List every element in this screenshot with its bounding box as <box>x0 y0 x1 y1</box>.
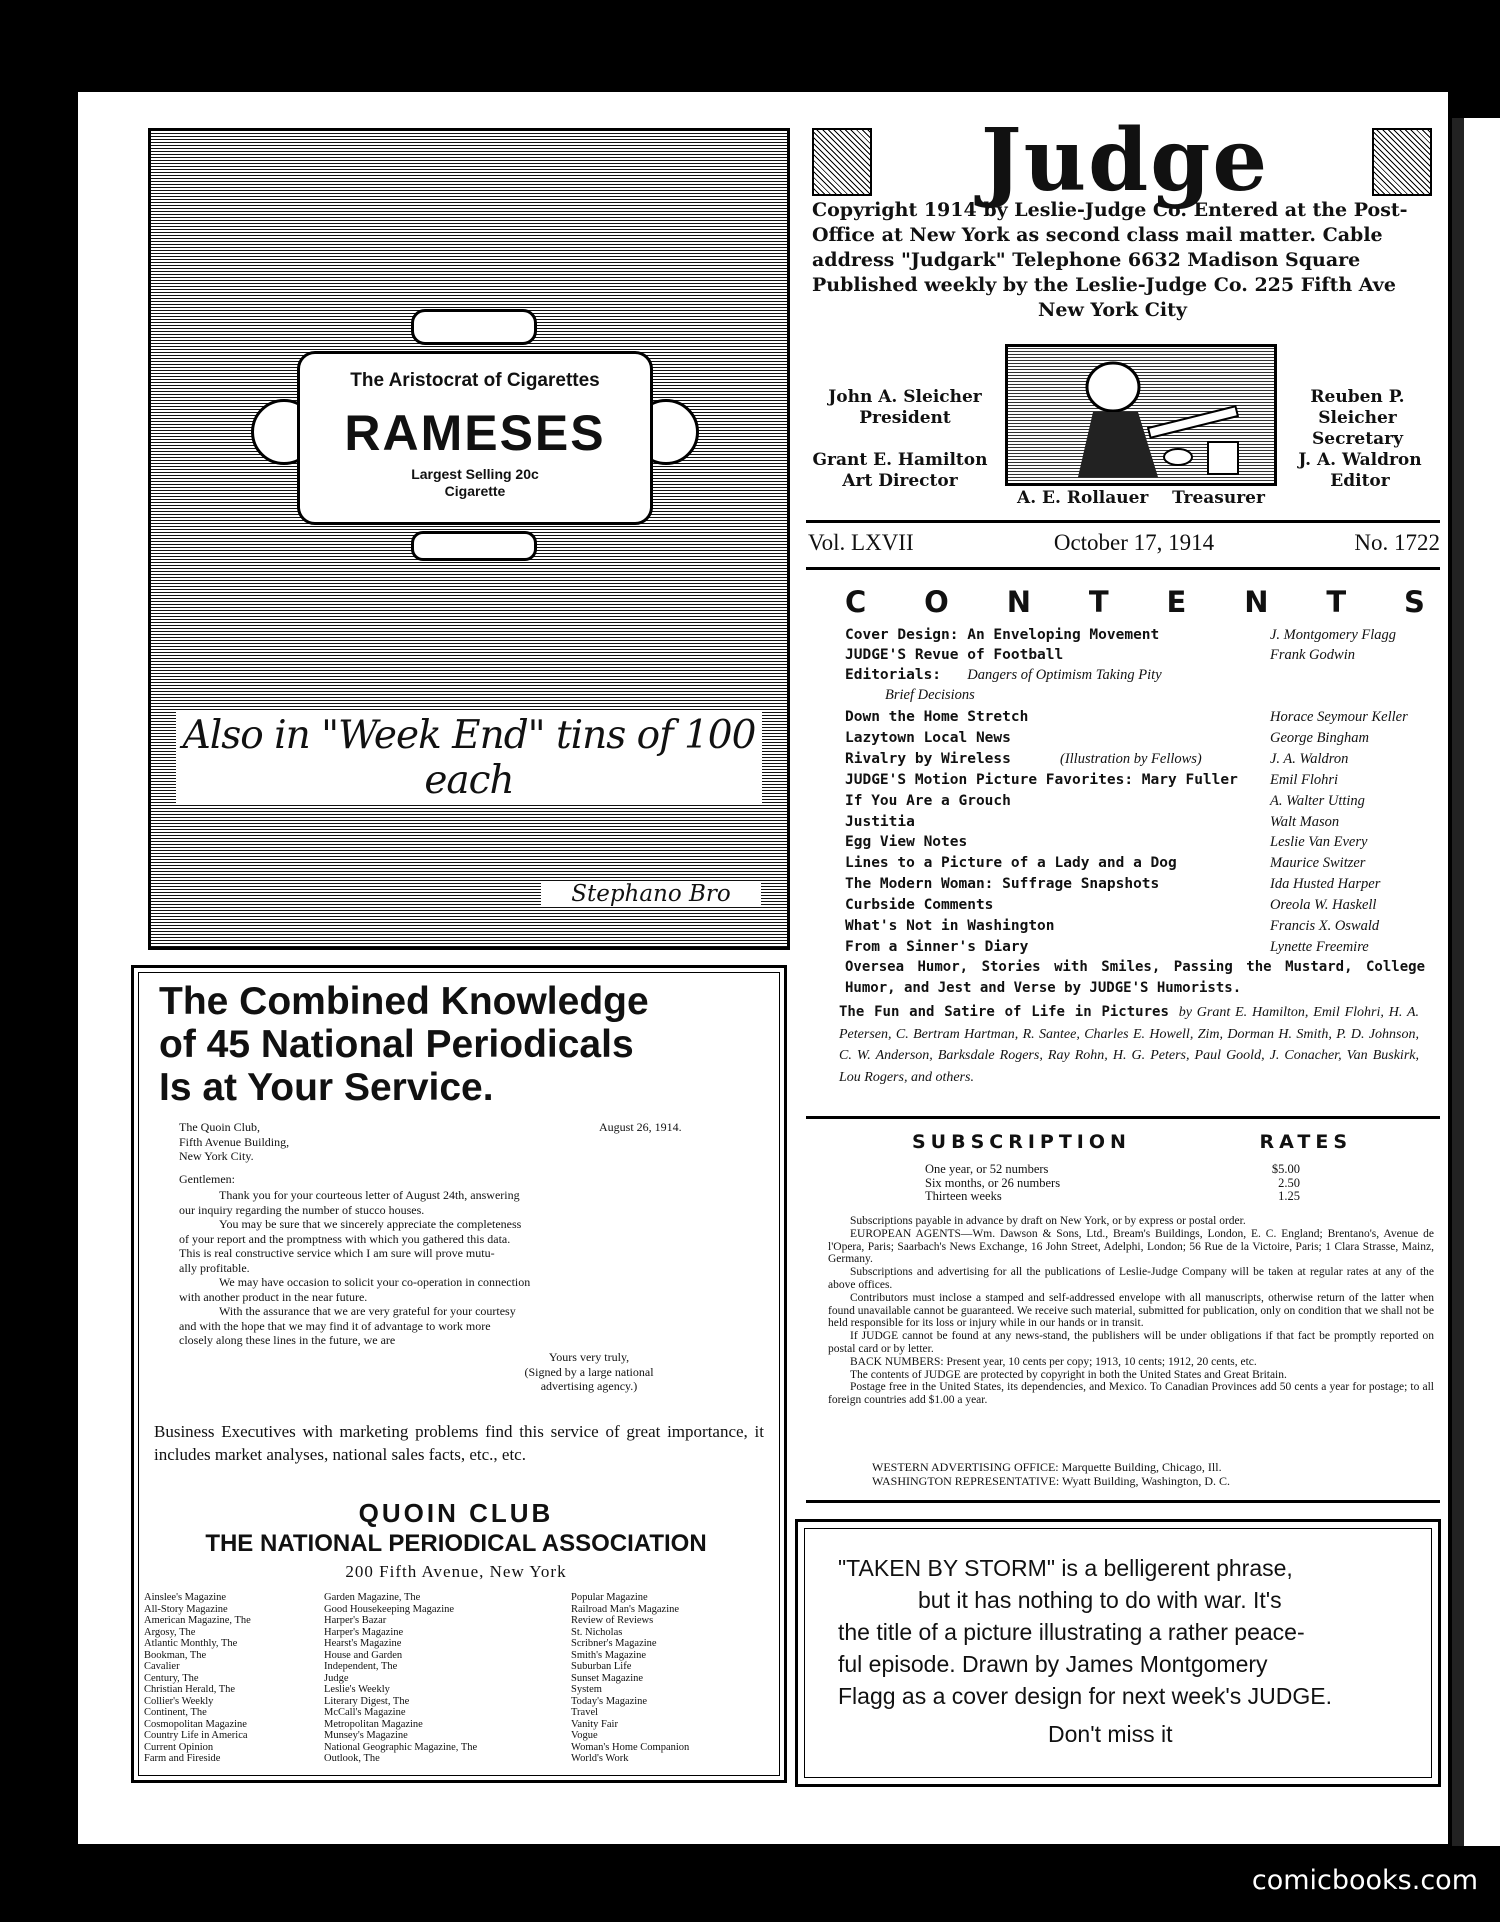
magazine-name: Christian Herald, The <box>144 1684 236 1695</box>
magazine-name: System <box>571 1684 602 1695</box>
top-scroll-ornament <box>411 309 537 345</box>
contents-heading-letter: N <box>1006 585 1031 619</box>
rameses-banner <box>231 299 711 599</box>
contents-entry-title: JUDGE'S Motion Picture Favorites: Mary Fuller <box>845 771 1238 788</box>
staff-name: J. A. Waldron <box>1298 450 1422 470</box>
rameses-brand: RAMESES <box>344 405 606 461</box>
contents-heading-letter: S <box>1404 585 1425 619</box>
rate-row <box>925 1190 1300 1204</box>
divider <box>806 520 1440 523</box>
contents-entry-author: Horace Seymour Keller <box>1270 709 1408 725</box>
contents-heading-letter: N <box>1244 585 1269 619</box>
contents-heading-letter: O <box>924 585 949 619</box>
announcement-line: "TAKEN BY STORM" is a belligerent phrase, <box>838 1555 1293 1581</box>
magazine-name: Vogue <box>571 1730 598 1741</box>
staff-role: Secretary <box>1312 429 1403 449</box>
magazine-name: St. Nicholas <box>571 1626 623 1638</box>
washington-office-value: Wyatt Building, Washington, D. C. <box>1061 1474 1231 1488</box>
contents-entry <box>845 791 1425 811</box>
staff-secretary <box>1270 387 1445 450</box>
contents-heading-letter: E <box>1166 585 1187 619</box>
subscription-heading <box>912 1131 1352 1153</box>
letter-line: Thank you for your courteous letter of August 24th, answering <box>219 1188 520 1202</box>
magazine-name: Atlantic Monthly, The <box>144 1638 238 1649</box>
contents-entry-author: J. Montgomery Flagg <box>1270 627 1397 643</box>
magazine-name: Bookman, The <box>144 1649 207 1661</box>
quoin-headline-line-1: The Combined Knowledge <box>159 980 649 1023</box>
bottom-scroll-ornament <box>411 531 537 561</box>
copyright-notice <box>812 198 1442 323</box>
contents-entry-author: Oreola W. Haskell <box>1270 897 1377 914</box>
contents-entry-title: Egg View Notes <box>845 834 968 851</box>
letter-address-line: The Quoin Club, <box>179 1120 260 1134</box>
magazine-list-col-2 <box>324 1592 564 1765</box>
fun-title: The Fun and Satire of Life in Pictures <box>839 1004 1169 1020</box>
rate-price: $5.00 <box>1271 1162 1300 1176</box>
subscription-terms <box>828 1215 1434 1407</box>
editorials-items-2: Brief Decisions <box>885 687 975 703</box>
next-week-announcement <box>795 1519 1441 1787</box>
subscription-heading-word: RATES <box>1259 1131 1352 1153</box>
contents-entry <box>845 770 1425 790</box>
magazine-name: Smith's Magazine <box>571 1649 647 1661</box>
magazine-name: World's Work <box>571 1753 629 1764</box>
magazine-list-col-3 <box>571 1592 771 1765</box>
contents-entry-author: Maurice Switzer <box>1270 855 1366 872</box>
staff-name: Grant E. Hamilton <box>812 450 988 470</box>
staff-role: Art Director <box>842 471 958 491</box>
magazine-name: Cosmopolitan Magazine <box>144 1718 247 1730</box>
magazine-name: Literary Digest, The <box>324 1695 410 1707</box>
quoin-address: 200 Fifth Avenue, New York <box>345 1562 567 1581</box>
subscription-rates <box>925 1163 1300 1204</box>
volume-number: Vol. LXVII <box>808 530 914 555</box>
staff-role: Editor <box>1330 471 1390 491</box>
rameses-advertisement <box>148 128 790 950</box>
next-page-edge <box>1452 118 1500 1846</box>
rameses-subline-1: Largest Selling 20c <box>411 466 539 482</box>
letter-line: You may be sure that we sincerely appreciate the completeness <box>219 1217 522 1231</box>
subscription-paragraph: Subscriptions payable in advance by draft on New York, or by express or postal order. <box>850 1215 1246 1227</box>
contents-entry <box>845 874 1425 894</box>
magazine-name: Good Housekeeping Magazine <box>324 1603 455 1615</box>
contents-heading-letter: C <box>845 585 867 619</box>
announcement-line: ful episode. Drawn by James Montgomery <box>838 1651 1268 1677</box>
contents-entry <box>845 853 1425 873</box>
magazine-name: Century, The <box>144 1672 199 1684</box>
rate-term: Thirteen weeks <box>925 1189 1002 1203</box>
staff-name: John A. Sleicher <box>828 387 982 407</box>
letter-line: This is real constructive service which I am sure will prove mutu- <box>179 1246 495 1260</box>
staff-name: Reuben P. Sleicher <box>1310 387 1405 428</box>
rate-term: One year, or 52 numbers <box>925 1162 1049 1176</box>
leaf-ornament-icon <box>812 128 872 196</box>
contents-entry-title: Down the Home Stretch <box>845 709 1029 725</box>
magazine-name: House and Garden <box>324 1649 403 1661</box>
leaf-ornament-icon <box>1372 128 1432 196</box>
quoin-association: THE NATIONAL PERIODICAL ASSOCIATION <box>205 1530 707 1557</box>
magazine-name: Cavalier <box>144 1661 180 1672</box>
magazine-name: All-Story Magazine <box>144 1603 228 1615</box>
subscription-paragraph: EUROPEAN AGENTS—Wm. Dawson & Sons, Ltd., Bream's Buildings, London, E. C. England; Brentano's, Avenue de l'Opera, Paris; Saarbach's News Exchange, 16 John Street, Adelphi, London; 56 Rue de la Victoire, Paris; 1 Clara Strasse, Mainz, Germany. <box>828 1227 1434 1266</box>
letter-closing-line: advertising agency.) <box>540 1379 638 1393</box>
artist-at-desk-illustration <box>1008 347 1274 483</box>
contents-entry-author: Leslie Van Every <box>1270 834 1368 851</box>
contents-entry <box>845 685 1425 705</box>
masthead-illustration <box>1005 344 1277 486</box>
magazine-name: Woman's Home Companion <box>571 1741 690 1753</box>
contents-entry <box>845 749 1425 769</box>
contents-entry-author: Francis X. Oswald <box>1270 918 1380 934</box>
copyright-line: address "Judgark" Telephone 6632 Madison Square <box>812 249 1361 271</box>
magazine-name: Today's Magazine <box>571 1695 648 1707</box>
magazine-list-col-1 <box>144 1592 324 1765</box>
magazine-name: Metropolitan Magazine <box>324 1718 423 1730</box>
subscription-paragraph: Contributors must inclose a stamped and self-addressed envelope with all manuscripts, otherwise return of the latter when found unavailable cannot be guaranteed. We receive such material, submitted for publication, only on condition that we shall not be held responsible for its loss or injury while in our hands or in transit. <box>828 1291 1434 1330</box>
letter-line: our inquiry regarding the number of stucco houses. <box>179 1202 425 1217</box>
magazine-name: Review of Reviews <box>571 1615 654 1626</box>
letter-address-line: Fifth Avenue Building, <box>179 1134 290 1149</box>
magazine-name: Popular Magazine <box>571 1592 648 1603</box>
magazine-name: Vanity Fair <box>571 1718 618 1730</box>
subscription-paragraph: BACK NUMBERS: Present year, 10 cents per copy; 1913, 10 cents; 1912, 20 cents, etc. <box>850 1355 1257 1368</box>
letter-line: of your report and the promptness with which you gathered this data. <box>179 1231 511 1246</box>
rate-term: Six months, or 26 numbers <box>925 1175 1061 1190</box>
staff-role: President <box>859 408 951 428</box>
copyright-line: Office at New York as second class mail matter. Cable <box>812 224 1383 246</box>
contents-entry <box>845 832 1425 852</box>
subscription-paragraph: If JUDGE cannot be found at any news-stand, the publishers will be under obligations if that fact be promptly reported on postal card or by letter. <box>828 1330 1434 1355</box>
contents-entry <box>845 728 1425 748</box>
issue-info-row <box>808 530 1440 556</box>
contents-entry <box>845 895 1425 915</box>
announcement-text <box>838 1552 1398 1750</box>
magazine-name: Collier's Weekly <box>144 1695 214 1707</box>
letter-body <box>179 1188 719 1348</box>
subscription-heading-word: SUBSCRIPTION <box>912 1131 1131 1153</box>
magazine-name: Harper's Bazar <box>324 1615 387 1626</box>
contents-entry-title: Rivalry by Wireless <box>845 750 1011 767</box>
contents-entry-title: What's Not in Washington <box>845 918 1055 934</box>
rameses-scroll <box>297 351 653 525</box>
contents-entry-author: Frank Godwin <box>1270 647 1355 663</box>
contents-entry <box>845 812 1425 832</box>
western-office-value: Marquette Building, Chicago, Ill. <box>1061 1460 1222 1474</box>
letter-salutation: Gentlemen: <box>179 1172 235 1186</box>
magazine-name: Judge <box>324 1672 349 1684</box>
contents-entry-title: Lazytown Local News <box>845 729 1011 746</box>
magazine-name: Munsey's Magazine <box>324 1730 408 1741</box>
contents-entry-title: From a Sinner's Diary <box>845 938 1029 955</box>
editorials-label: Editorials: <box>845 667 942 683</box>
contents-entry-title: Curbside Comments <box>845 897 994 914</box>
magazine-name: Argosy, The <box>144 1626 196 1638</box>
contents-entry-author: Walt Mason <box>1270 813 1340 830</box>
magazine-name: Ainslee's Magazine <box>144 1592 227 1603</box>
magazine-name: Harper's Magazine <box>324 1626 404 1638</box>
magazine-name: Current Opinion <box>144 1741 214 1753</box>
office-listing <box>872 1460 1412 1488</box>
contents-entry-author: Lynette Freemire <box>1270 938 1369 955</box>
divider <box>806 1500 1440 1503</box>
contents-entry <box>845 937 1425 957</box>
washington-office-label: WASHINGTON REPRESENTATIVE: <box>872 1474 1060 1488</box>
rate-row <box>925 1177 1300 1191</box>
quoin-headline-line-2: of 45 National Periodicals <box>159 1023 634 1066</box>
magazine-name: American Magazine, The <box>144 1615 251 1626</box>
rate-row <box>925 1163 1300 1177</box>
issue-date: October 17, 1914 <box>1053 530 1215 555</box>
divider <box>806 1116 1440 1119</box>
quoin-body-text: Business Executives with marketing problems find this service of great importance, it includes market analyses, national sales facts, etc., etc. <box>154 1422 764 1464</box>
issue-number: No. 1722 <box>1354 530 1440 555</box>
contents-heading <box>845 585 1425 619</box>
contents-entry-title: Lines to a Picture of a Lady and a Dog <box>845 855 1177 872</box>
magazine-name: Suburban Life <box>571 1661 632 1672</box>
watermark: comicbooks.com <box>1251 1865 1478 1896</box>
rate-price: 1.25 <box>1278 1189 1300 1203</box>
magazine-name: Hearst's Magazine <box>324 1638 402 1649</box>
artist-signature: Stephano Bro <box>541 881 761 907</box>
letter-date: August 26, 1914. <box>599 1120 682 1134</box>
letter-line: With the assurance that we are very grateful for your courtesy <box>219 1304 516 1318</box>
letter-line: closely along these lines in the future, we are <box>179 1333 396 1347</box>
staff-editor <box>1275 450 1445 492</box>
quoin-club-name: QUOIN CLUB <box>358 1498 554 1528</box>
contents-entry-author: Emil Flohri <box>1270 771 1339 788</box>
rameses-subline <box>300 466 650 500</box>
contents-fun-and-satire <box>839 1002 1419 1088</box>
letter-line: and with the hope that we may find it of advantage to work more <box>179 1318 491 1333</box>
staff-role: Treasurer <box>1172 488 1265 508</box>
divider <box>806 567 1440 570</box>
contents-entry <box>845 665 1425 685</box>
rate-price: 2.50 <box>1278 1175 1300 1190</box>
magazine-name: Independent, The <box>324 1661 398 1672</box>
copyright-line: Published weekly by the Leslie-Judge Co. 225 Fifth Ave <box>812 274 1396 296</box>
contents-heading-letter: T <box>1088 585 1109 619</box>
contents-entry-author: J. A. Waldron <box>1270 750 1349 767</box>
magazine-name: Country Life in America <box>144 1730 248 1741</box>
magazine-name: Sunset Magazine <box>571 1672 644 1684</box>
quoin-club-advertisement <box>131 965 787 1783</box>
magazine-name: National Geographic Magazine, The <box>324 1741 478 1753</box>
contents-entry <box>845 707 1425 727</box>
copyright-line: Copyright 1914 by Leslie-Judge Co. Entered at the Post- <box>812 199 1408 221</box>
magazine-name: McCall's Magazine <box>324 1707 406 1718</box>
letter-line: with another product in the near future. <box>179 1289 368 1304</box>
contents-entry-title: The Modern Woman: Suffrage Snapshots <box>845 876 1160 893</box>
announcement-line: Flagg as a cover design for next week's JUDGE. <box>838 1683 1332 1709</box>
announcement-line: but it has nothing to do with war. It's <box>918 1587 1282 1613</box>
subscription-paragraph: The contents of JUDGE are protected by copyright in both the United States and Great Britain. <box>850 1368 1287 1381</box>
washington-office <box>872 1474 1412 1488</box>
magazine-name: Outlook, The <box>324 1753 380 1764</box>
letter-line: ally profitable. <box>179 1260 250 1275</box>
editorials-items: Dangers of Optimism Taking Pity <box>967 667 1162 683</box>
contents-entry-author: Ida Husted Harper <box>1270 876 1381 893</box>
contents-entry-title: JUDGE'S Revue of Football <box>845 647 1064 663</box>
contents-entry-note: (Illustration by Fellows) <box>1060 750 1202 767</box>
quoin-headline-line-3: Is at Your Service. <box>159 1066 494 1109</box>
staff-treasurer <box>996 488 1286 509</box>
magazine-name: Farm and Fireside <box>144 1753 221 1764</box>
contents-heading-letter: T <box>1326 585 1347 619</box>
letter-closing-line: Yours very truly, <box>548 1350 630 1364</box>
magazine-name: Railroad Man's Magazine <box>571 1603 680 1615</box>
western-office-label: WESTERN ADVERTISING OFFICE: <box>872 1460 1059 1474</box>
copyright-line: New York City <box>1038 299 1187 321</box>
subscription-paragraph: Subscriptions and advertising for all the publications of Leslie-Judge Company will be taken at regular rates at any of the above offices. <box>828 1266 1434 1291</box>
letter-closing-line: (Signed by a large national <box>524 1364 654 1379</box>
contents-entry <box>845 916 1425 936</box>
staff-name: A. E. Rollauer <box>1017 488 1149 508</box>
contents-oversea: Oversea Humor, Stories with Smiles, Passing the Mustard, College Humor, and Jest and Verse by JUDGE'S Humorists. <box>845 959 1425 996</box>
contents-entry <box>845 625 1425 645</box>
western-office <box>872 1460 1412 1474</box>
contents-entry <box>845 645 1425 665</box>
quoin-headline <box>159 980 769 1109</box>
staff-president <box>805 387 1005 429</box>
contents-entry-title: Justitia <box>845 813 915 830</box>
announcement-cta: Don't miss it <box>1048 1721 1173 1747</box>
letter-line: We may have occasion to solicit your co-operation in connection <box>219 1275 531 1289</box>
fun-contributors: by Grant E. Hamilton, Emil Flohri, H. A. Petersen, C. Bertram Hartman, R. Santee, Charles E. Howell, Zim, Dorman H. Smith, P. D. Johnson, C. W. Anderson, Barksdale Rogers, Ray Rohn, H. G. Peters, Paul Goold, J. Conacher, Van Buskirk, Lou Rogers, and others. <box>839 1005 1420 1085</box>
contents-editorials <box>845 665 1162 686</box>
magazine-name: Travel <box>571 1707 599 1718</box>
contents-entry-title: If You Are a Grouch <box>845 792 1011 809</box>
magazine-name: Garden Magazine, The <box>324 1592 421 1603</box>
magazine-title: Judge <box>980 110 1270 211</box>
magazine-name: Leslie's Weekly <box>324 1684 390 1695</box>
magazine-name: Scribner's Magazine <box>571 1638 657 1649</box>
contents-entry-author: George Bingham <box>1270 729 1369 746</box>
letter-address <box>179 1120 379 1164</box>
staff-art-director <box>800 450 1000 492</box>
letter-address-line: New York City. <box>179 1149 254 1163</box>
subscription-paragraph: Postage free in the United States, its dependencies, and Mexico. To Canadian Provinces add 50 cents a year for postage; to all foreign countries add $1.00 a year. <box>828 1381 1434 1407</box>
contents-entry-author: A. Walter Utting <box>1270 792 1365 809</box>
rameses-subline-2: Cigarette <box>444 483 506 499</box>
contents-entry-title: Cover Design: An Enveloping Movement <box>845 627 1160 643</box>
letter-closing <box>464 1350 714 1394</box>
magazine-name: Continent, The <box>144 1707 207 1718</box>
rameses-slogan: Also in "Week End" tins of 100 each <box>176 711 762 805</box>
announcement-line: the title of a picture illustrating a rather peace- <box>838 1619 1305 1645</box>
rameses-tagline: The Aristocrat of Cigarettes <box>350 370 600 391</box>
